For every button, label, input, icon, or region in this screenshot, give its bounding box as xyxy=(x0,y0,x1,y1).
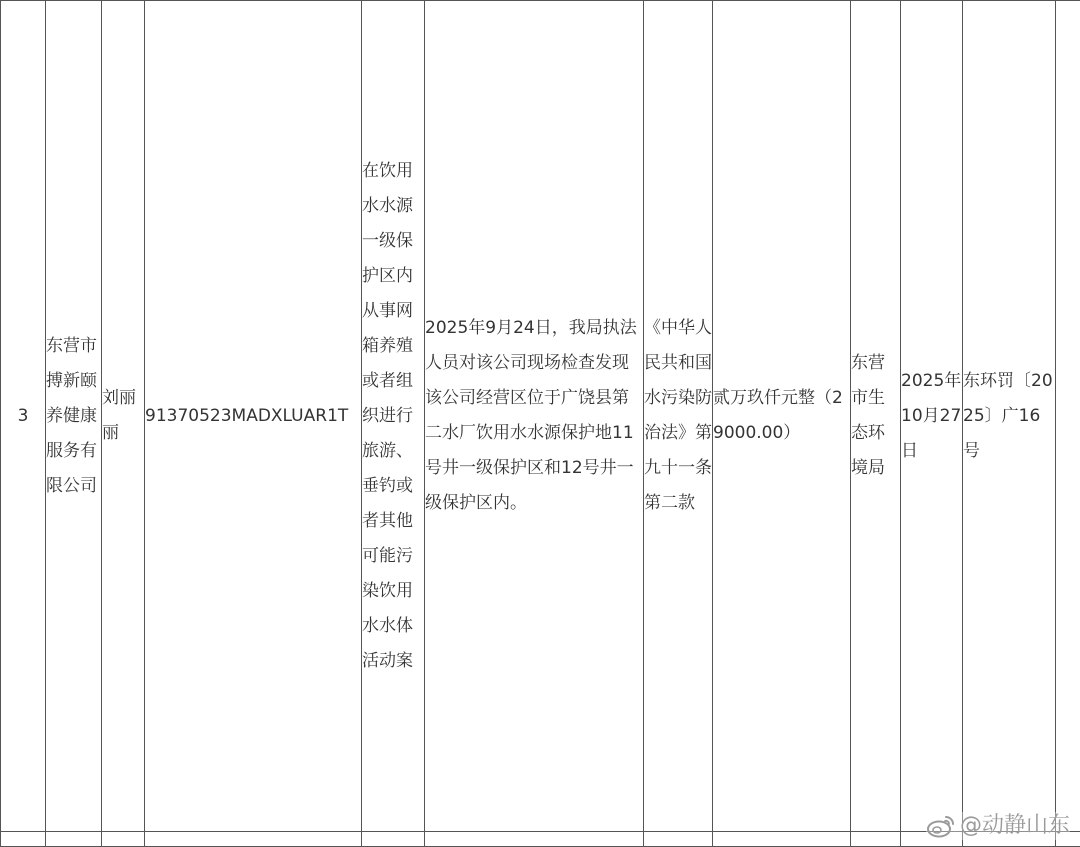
penalty-amount: 贰万玖仟元整（29000.00） xyxy=(713,1,851,832)
empty-cell xyxy=(425,832,644,847)
decision-date: 2025年10月27日 xyxy=(901,1,963,832)
empty-cell xyxy=(851,832,901,847)
weibo-icon xyxy=(926,814,956,838)
table-row xyxy=(1,1,1080,832)
empty-cell xyxy=(713,832,851,847)
legal-representative: 刘丽丽 xyxy=(102,1,145,832)
empty-cell xyxy=(145,832,362,847)
violation-type: 在饮用水水源一级保护区内从事网箱养殖或者组织进行旅游、垂钓或者其他可能污染饮用水水体活动案 xyxy=(362,1,425,832)
table-row-partial xyxy=(1,832,1080,847)
violation-facts: 2025年9月24日，我局执法人员对该公司现场检查发现该公司经营区位于广饶县第二水厂饮用水水源保护地11号井一级保护区和12号井一级保护区内。 xyxy=(425,1,644,832)
legal-basis: 《中华人民共和国水污染防治法》第九十一条第二款 xyxy=(644,1,713,832)
watermark-text: @动静山东 xyxy=(960,812,1070,840)
empty-cell xyxy=(46,832,102,847)
document-number: 东环罚〔2025〕广16号 xyxy=(963,1,1056,832)
empty-cell xyxy=(644,832,713,847)
empty-cell xyxy=(1,832,46,847)
watermark xyxy=(926,812,1070,840)
company-name: 东营市搏新颐养健康服务有限公司 xyxy=(46,1,102,832)
record-index: 3 xyxy=(1,1,46,832)
empty-cell xyxy=(102,832,145,847)
penalty-authority: 东营市生态环境局 xyxy=(851,1,901,832)
credit-code: 91370523MADXLUAR1T xyxy=(145,1,362,832)
empty-cell xyxy=(362,832,425,847)
empty-cell xyxy=(1056,1,1080,832)
